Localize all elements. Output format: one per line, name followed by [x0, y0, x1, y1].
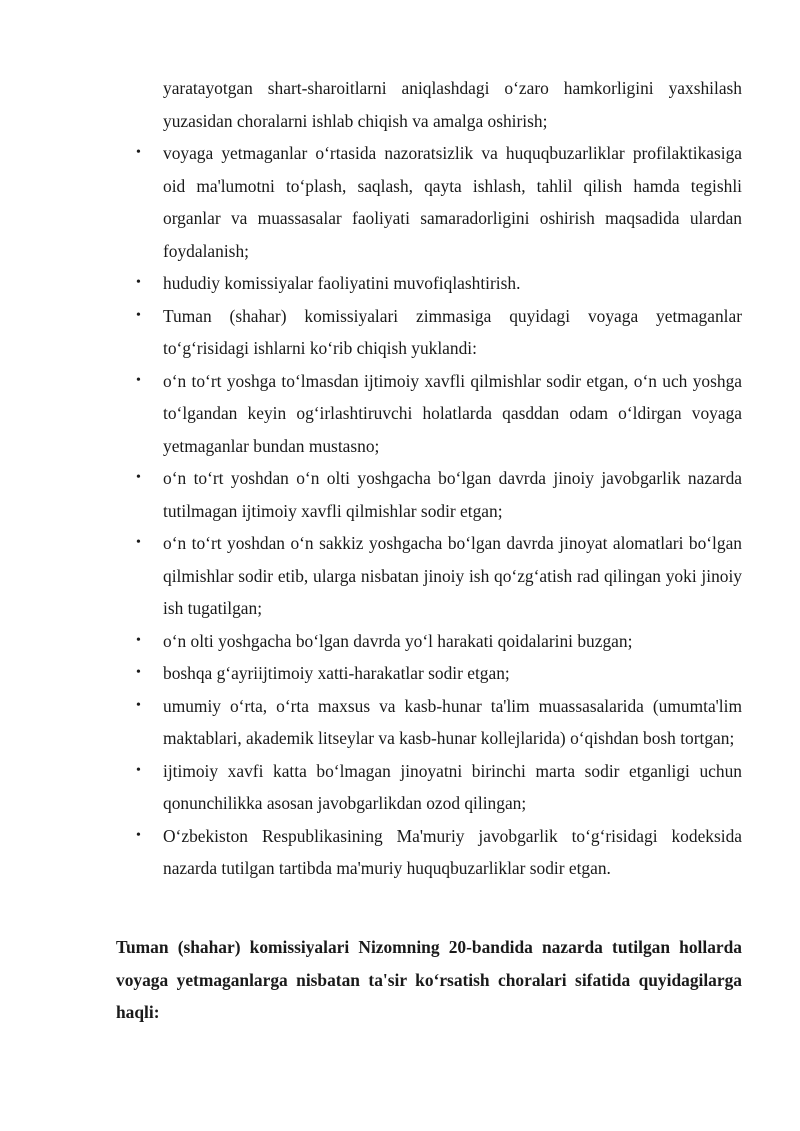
- list-item-text: o‘n olti yoshgacha bo‘lgan davrda yo‘l harakati qoidalarini buzgan;: [163, 630, 633, 651]
- list-item-text: ijtimoiy xavfi katta bo‘lmagan jinoyatni birinchi marta sodir etganligi uchun qonunchilikka asosan javobgarlikdan ozod qilingan;: [163, 760, 742, 813]
- list-item-text: boshqa g‘ayriijtimoiy xatti-harakatlar sodir etgan;: [163, 663, 510, 683]
- bullet-icon: •: [136, 372, 141, 388]
- closing-paragraph: Tuman (shahar) komissiyalari Nizomning 20-bandida nazarda tutilgan hollarda voyaga yetmaganlarga nisbatan ta'sir ko‘rsatish choralari sifatida quyidagilarga haqli:: [116, 937, 742, 1022]
- list-item: [136, 267, 742, 300]
- list-item-text: Tuman (shahar) komissiyalari zimmasiga quyidagi voyaga yetmaganlar to‘g‘risidagi ishlarni ko‘rib chiqish yuklandi:: [163, 305, 742, 358]
- list-item: [136, 690, 742, 755]
- continuation-paragraph: yaratayotgan shart-sharoitlarni aniqlashdagi o‘zaro hamkorligini yaxshilash yuzasidan choralarni ishlab chiqish va amalga oshirish;: [163, 78, 742, 131]
- list-item: [136, 462, 742, 527]
- bullet-list: [0, 137, 800, 885]
- list-item: [136, 527, 742, 625]
- bullet-icon: •: [136, 470, 141, 485]
- bullet-icon: •: [136, 762, 141, 778]
- list-item: [136, 657, 742, 690]
- bullet-icon: •: [136, 275, 141, 290]
- list-item: [136, 137, 742, 267]
- list-item-text: voyaga yetmaganlar o‘rtasida nazoratsizlik va huquqbuzarliklar profilaktikasiga oid ma'lumotni to‘plash, saqlash, qayta ishlash, tahlil qilish hamda tegishli organlar va muassasalar faoliyati samaradorligini oshirish maqsadida ulardan foydalanish;: [163, 143, 742, 261]
- list-item-text: hududiy komissiyalar faoliyatini muvofiqlashtirish.: [163, 273, 521, 293]
- list-item: [136, 365, 742, 463]
- list-item: [136, 820, 742, 885]
- list-item: [136, 625, 742, 658]
- list-item-text: O‘zbekiston Respublikasining Ma'muriy javobgarlik to‘g‘risidagi kodeksida nazarda tutilgan tartibda ma'muriy huquqbuzarliklar sodir etgan.: [163, 825, 742, 878]
- bullet-icon: •: [136, 307, 141, 323]
- list-item: [136, 300, 742, 365]
- list-item-text: o‘n to‘rt yoshga to‘lmasdan ijtimoiy xavfli qilmishlar sodir etgan, o‘n uch yoshga to‘lgandan keyin og‘irlashtiruvchi holatlarda qasddan odam o‘ldirgan voyaga yetmaganlar bundan mustasno;: [163, 370, 742, 456]
- bullet-icon: •: [136, 827, 141, 843]
- list-item: [136, 755, 742, 820]
- list-item-text: o‘n to‘rt yoshdan o‘n sakkiz yoshgacha bo‘lgan davrda jinoyat alomatlari bo‘lgan qilmishlar sodir etib, ularga nisbatan jinoiy ish qo‘zg‘atish rad qilingan yoki jinoiy ish tugatilgan;: [163, 533, 742, 618]
- bullet-icon: •: [136, 145, 141, 160]
- bullet-icon: •: [136, 632, 141, 648]
- bullet-icon: •: [136, 697, 141, 713]
- bullet-icon: •: [136, 665, 141, 680]
- bullet-icon: •: [136, 535, 141, 550]
- list-item-text: umumiy o‘rta, o‘rta maxsus va kasb-hunar ta'lim muassasalarida (umumta'lim maktablari, akademik litseylar va kasb-hunar kollejlarida) o‘qishdan bosh tortgan;: [163, 695, 742, 748]
- list-item-text: o‘n to‘rt yoshdan o‘n olti yoshgacha bo‘lgan davrda jinoiy javobgarlik nazarda tutilmagan ijtimoiy xavfli qilmishlar sodir etgan;: [163, 468, 742, 521]
